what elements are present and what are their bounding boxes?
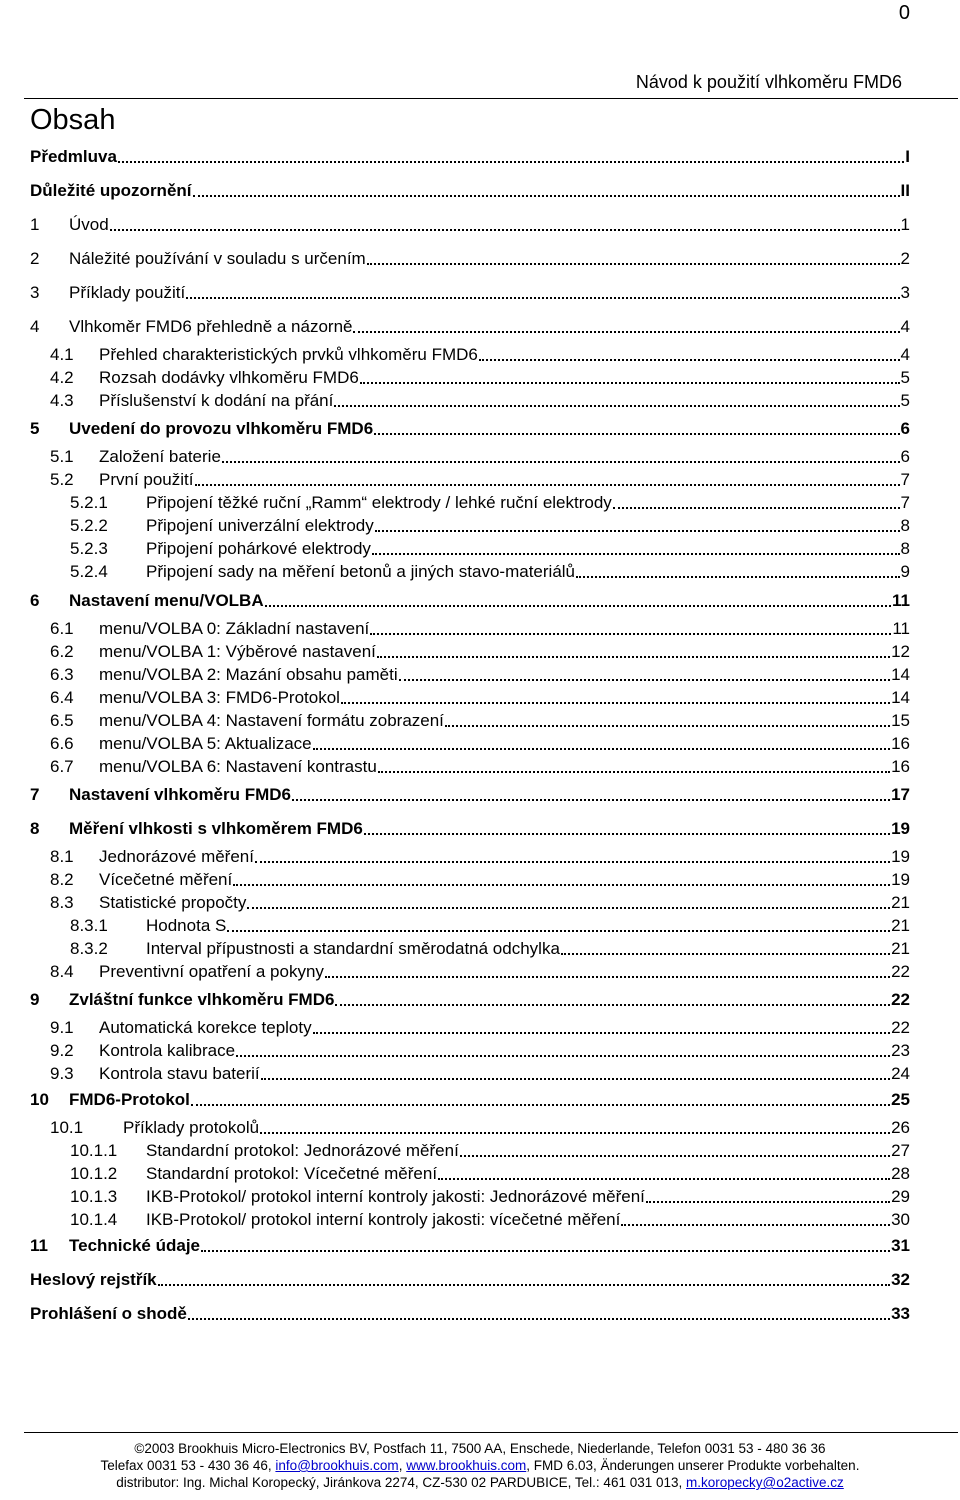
- toc-dot-leader: [445, 725, 890, 727]
- toc-entry-title: Interval přípustnosti a standardní směrodatná odchylka: [146, 939, 560, 958]
- toc-entry-page: 12: [891, 642, 910, 661]
- toc-entry-page: 21: [891, 939, 910, 958]
- toc-entry-page: 1: [900, 215, 910, 234]
- toc-entry-number: 8.2: [50, 870, 74, 889]
- toc-entry-number: 9.1: [50, 1018, 74, 1037]
- toc-entry[interactable]: [30, 755, 910, 777]
- toc-dot-leader: [335, 1004, 890, 1006]
- toc-entry-number: 4.1: [50, 345, 74, 364]
- toc-entry-page: 31: [891, 1236, 910, 1255]
- footer-distributor: [0, 1474, 960, 1491]
- toc-entry-title: Náležité používání v souladu s určením: [69, 249, 366, 268]
- toc-entry[interactable]: [30, 1116, 910, 1138]
- toc-entry-page: 22: [891, 1018, 910, 1037]
- toc-entry-title: Automatická korekce teploty: [99, 1018, 312, 1037]
- toc-entry-title: Standardní protokol: Jednorázové měření: [146, 1141, 459, 1160]
- toc-entry[interactable]: [30, 1016, 910, 1038]
- toc-entry-number: 7: [30, 785, 40, 804]
- toc-entry[interactable]: [30, 1139, 910, 1161]
- toc-dot-leader: [576, 576, 900, 578]
- toc-entry-title: Vlhkoměr FMD6 přehledně a názorně: [69, 317, 353, 336]
- toc-dot-leader: [621, 1224, 890, 1226]
- toc-dot-leader: [233, 884, 890, 886]
- toc-dot-leader: [255, 861, 890, 863]
- toc-entry-page: 8: [900, 539, 910, 558]
- toc-dot-leader: [222, 461, 900, 463]
- toc-entry[interactable]: [30, 914, 910, 936]
- toc-entry-page: 32: [891, 1270, 910, 1289]
- footer-website-link[interactable]: www.brookhuis.com: [406, 1458, 527, 1473]
- toc-entry[interactable]: [30, 1185, 910, 1207]
- toc-entry-number: 4.3: [50, 391, 74, 410]
- toc-entry-number: 9.3: [50, 1064, 74, 1083]
- toc-entry-page: 2: [900, 249, 910, 268]
- toc-entry-title: Důležité upozornění: [30, 181, 192, 200]
- toc-entry[interactable]: [30, 817, 910, 839]
- toc-entry-page: 4: [900, 345, 910, 364]
- toc-entry-page: 30: [891, 1210, 910, 1229]
- toc-entry-page: 17: [891, 785, 910, 804]
- toc-dot-leader: [201, 1250, 890, 1252]
- toc-entry-number: 6.7: [50, 757, 74, 776]
- toc-entry-number: 5.2.4: [70, 562, 108, 581]
- toc-entry-number: 6.2: [50, 642, 74, 661]
- toc-entry-number: 6.6: [50, 734, 74, 753]
- footer-email-link[interactable]: info@brookhuis.com: [275, 1458, 399, 1473]
- toc-entry-page: 11: [892, 591, 910, 610]
- toc-entry-page: 22: [891, 990, 910, 1009]
- toc-dot-leader: [399, 679, 890, 681]
- toc-dot-leader: [334, 405, 899, 407]
- toc-entry-title: Připojení univerzální elektrody: [146, 516, 374, 535]
- toc-dot-leader: [613, 507, 900, 509]
- toc-entry-title: Příslušenství k dodání na přání: [99, 391, 334, 410]
- toc-entry-title: Hodnota S: [146, 916, 227, 935]
- toc-entry-number: 10.1: [50, 1118, 84, 1137]
- toc-entry-title: Technické údaje: [69, 1236, 201, 1255]
- toc-entry-page: 21: [891, 916, 910, 935]
- toc-dot-leader: [191, 1104, 890, 1106]
- toc-entry-page: 24: [891, 1064, 910, 1083]
- toc-entry-page: 29: [891, 1187, 910, 1206]
- toc-entry-page: 26: [891, 1118, 910, 1137]
- toc-entry[interactable]: [30, 1302, 910, 1324]
- toc-entry-number: 10: [30, 1090, 49, 1109]
- toc-entry[interactable]: [30, 247, 910, 269]
- toc-entry-number: 10.1.1: [70, 1141, 118, 1160]
- toc-dot-leader: [186, 297, 899, 299]
- toc-entry-title: IKB-Protokol/ protokol interní kontroly jakosti: Jednorázové měření: [146, 1187, 645, 1206]
- toc-entry-page: 19: [891, 870, 910, 889]
- toc-entry-number: 11: [30, 1236, 48, 1255]
- toc-entry-number: 8.3.2: [70, 939, 108, 958]
- toc-entry-number: 6.3: [50, 665, 74, 684]
- footer-version: , FMD 6.03, Änderungen unserer Produkte vorbehalten.: [526, 1458, 860, 1473]
- toc-entry-page: 16: [891, 757, 910, 776]
- toc-entry-number: 5: [30, 419, 40, 438]
- toc-entry[interactable]: [30, 617, 910, 639]
- toc-entry[interactable]: [30, 891, 910, 913]
- toc-entry-title: Heslový rejstřík: [30, 1270, 157, 1289]
- toc-entry-number: 9: [30, 990, 40, 1009]
- toc-entry-page: 14: [891, 688, 910, 707]
- toc-entry-number: 8.3: [50, 893, 74, 912]
- footer-contact: [0, 1457, 960, 1474]
- toc-entry-number: 3: [30, 283, 40, 302]
- footer-distributor-email-link[interactable]: m.koropecky@o2active.cz: [686, 1475, 844, 1490]
- toc-entry-number: 5.1: [50, 447, 74, 466]
- toc-entry[interactable]: [30, 1162, 910, 1184]
- toc-entry-page: 8: [900, 516, 910, 535]
- toc-entry-title: Založení baterie: [99, 447, 221, 466]
- toc-entry-number: 4: [30, 317, 40, 336]
- toc-entry[interactable]: [30, 445, 910, 467]
- toc-entry[interactable]: [30, 783, 910, 805]
- toc-entry[interactable]: [30, 589, 910, 611]
- toc-entry-page: I: [905, 147, 910, 166]
- toc-dot-leader: [646, 1201, 890, 1203]
- toc-heading: Obsah: [30, 104, 116, 136]
- toc-entry[interactable]: [30, 343, 910, 365]
- toc-entry-page: 23: [891, 1041, 910, 1060]
- toc-entry[interactable]: [30, 389, 910, 411]
- toc-dot-leader: [261, 1078, 890, 1080]
- toc-entry-number: 6.4: [50, 688, 74, 707]
- toc-entry-page: 5: [900, 368, 910, 387]
- footer: [0, 1440, 960, 1491]
- toc-entry[interactable]: [30, 213, 910, 235]
- toc-entry[interactable]: [30, 868, 910, 890]
- toc-entry-title: První použití: [99, 470, 194, 489]
- toc-entry-page: 3: [900, 283, 910, 302]
- toc-entry-number: 5.2: [50, 470, 74, 489]
- toc-entry-title: FMD6-Protokol: [69, 1090, 190, 1109]
- toc-entry-number: 5.2.1: [70, 493, 108, 512]
- toc-entry[interactable]: [30, 640, 910, 662]
- footer-distributor-address: distributor: Ing. Michal Koropecký, Jiránkova 2274, CZ-530 02 PARDUBICE, Tel.: 461 031 013,: [116, 1475, 687, 1490]
- toc-entry-number: 10.1.2: [70, 1164, 118, 1183]
- toc-entry-title: Preventivní opatření a pokyny: [99, 962, 324, 981]
- toc-entry-title: Příklady použití: [69, 283, 186, 302]
- toc-dot-leader: [370, 633, 891, 635]
- toc-entry-title: Úvod: [69, 215, 109, 234]
- toc-entry[interactable]: [30, 709, 910, 731]
- toc-entry-title: IKB-Protokol/ protokol interní kontroly jakosti: vícečetné měření: [146, 1210, 621, 1229]
- toc-entry-number: 8: [30, 819, 40, 838]
- toc-entry-title: Nastavení vlhkoměru FMD6: [69, 785, 292, 804]
- toc-entry[interactable]: [30, 1208, 910, 1230]
- toc-entry[interactable]: [30, 366, 910, 388]
- toc-entry-title: menu/VOLBA 0: Základní nastavení: [99, 619, 370, 638]
- toc-entry[interactable]: [30, 686, 910, 708]
- toc-entry-title: menu/VOLBA 1: Výběrové nastavení: [99, 642, 376, 661]
- toc-dot-leader: [372, 553, 900, 555]
- toc-dot-leader: [360, 382, 900, 384]
- toc-dot-leader: [188, 1318, 890, 1320]
- footer-divider: [24, 1432, 958, 1433]
- toc-entry-page: 4: [900, 317, 910, 336]
- toc-entry[interactable]: [30, 1234, 910, 1256]
- toc-dot-leader: [438, 1178, 890, 1180]
- toc-entry-number: 6.1: [50, 619, 74, 638]
- toc-entry-title: Zvláštní funkce vlhkoměru FMD6: [69, 990, 335, 1009]
- toc-entry-number: 10.1.3: [70, 1187, 118, 1206]
- toc-entry-number: 10.1.4: [70, 1210, 118, 1229]
- toc-dot-leader: [378, 771, 890, 773]
- toc-entry-title: menu/VOLBA 2: Mazání obsahu paměti: [99, 665, 398, 684]
- toc-entry[interactable]: [30, 281, 910, 303]
- page-number: 0: [898, 2, 910, 24]
- header-divider: [24, 98, 958, 99]
- toc-entry-title: menu/VOLBA 4: Nastavení formátu zobrazení: [99, 711, 444, 730]
- toc-entry-title: Kontrola stavu baterií: [99, 1064, 260, 1083]
- toc-entry-title: Přehled charakteristických prvků vlhkoměru FMD6: [99, 345, 478, 364]
- toc-entry-title: Příklady protokolů: [123, 1118, 260, 1137]
- toc-entry-page: 9: [900, 562, 910, 581]
- toc-entry-page: 6: [900, 419, 910, 438]
- toc-entry-title: Kontrola kalibrace: [99, 1041, 236, 1060]
- toc-entry-number: 8.4: [50, 962, 74, 981]
- toc-dot-leader: [367, 263, 900, 265]
- toc-entry-title: Jednorázové měření: [99, 847, 254, 866]
- toc-entry-title: Uvedení do provozu vlhkoměru FMD6: [69, 419, 374, 438]
- toc-dot-leader: [375, 530, 900, 532]
- toc-entry-page: 28: [891, 1164, 910, 1183]
- toc-dot-leader: [313, 748, 890, 750]
- toc-entry[interactable]: [30, 537, 910, 559]
- toc-entry-page: 14: [891, 665, 910, 684]
- toc-entry-title: Předmluva: [30, 147, 117, 166]
- toc-entry-page: 19: [891, 819, 910, 838]
- toc-dot-leader: [110, 229, 900, 231]
- toc-entry-title: Připojení těžké ruční „Ramm“ elektrody / lehké ruční elektrody: [146, 493, 612, 512]
- toc-dot-leader: [460, 1155, 890, 1157]
- toc-entry-page: 15: [891, 711, 910, 730]
- toc-entry[interactable]: [30, 417, 910, 439]
- toc-entry[interactable]: [30, 937, 910, 959]
- toc-entry-number: 1: [30, 215, 40, 234]
- toc-dot-leader: [260, 1132, 890, 1134]
- toc-entry[interactable]: [30, 179, 910, 201]
- toc-entry-page: 6: [900, 447, 910, 466]
- toc-entry-page: 25: [891, 1090, 910, 1109]
- toc-dot-leader: [195, 484, 900, 486]
- toc-entry-title: Rozsah dodávky vlhkoměru FMD6: [99, 368, 359, 387]
- toc-dot-leader: [377, 656, 890, 658]
- toc-entry-page: 7: [900, 493, 910, 512]
- toc-dot-leader: [227, 930, 890, 932]
- toc-entry-title: Vícečetné měření: [99, 870, 233, 889]
- toc-entry-title: Měření vlhkosti s vlhkoměrem FMD6: [69, 819, 363, 838]
- toc-entry-page: 33: [891, 1304, 910, 1323]
- toc-dot-leader: [247, 907, 890, 909]
- toc-entry-title: menu/VOLBA 5: Aktualizace: [99, 734, 312, 753]
- toc-dot-leader: [341, 702, 890, 704]
- toc-entry-number: 6.5: [50, 711, 74, 730]
- toc-entry-number: 5.2.2: [70, 516, 108, 535]
- toc-entry-page: 19: [891, 847, 910, 866]
- footer-separator: ,: [398, 1458, 407, 1473]
- toc-entry-page: 7: [900, 470, 910, 489]
- toc-entry[interactable]: [30, 491, 910, 513]
- toc-entry-title: menu/VOLBA 6: Nastavení kontrastu: [99, 757, 377, 776]
- toc-entry[interactable]: [30, 1088, 910, 1110]
- toc-entry-page: 5: [900, 391, 910, 410]
- footer-copyright: ©2003 Brookhuis Micro-Electronics BV, Postfach 11, 7500 AA, Enschede, Niederlande, Telefon 0031 53 - 480 36 36: [134, 1441, 826, 1456]
- toc-entry-title: Prohlášení o shodě: [30, 1304, 187, 1323]
- toc-entry[interactable]: [30, 988, 910, 1010]
- toc-entry-number: 8.1: [50, 847, 74, 866]
- toc-dot-leader: [364, 833, 890, 835]
- toc-entry-number: 9.2: [50, 1041, 74, 1060]
- toc-dot-leader: [292, 799, 890, 801]
- toc-entry[interactable]: [30, 960, 910, 982]
- toc-entry[interactable]: [30, 663, 910, 685]
- toc-entry-number: 5.2.3: [70, 539, 108, 558]
- toc-entry-number: 4.2: [50, 368, 74, 387]
- toc-entry-title: Připojení pohárkové elektrody: [146, 539, 371, 558]
- toc-dot-leader: [158, 1284, 890, 1286]
- toc-dot-leader: [265, 605, 891, 607]
- toc-entry-number: 2: [30, 249, 40, 268]
- toc-dot-leader: [118, 161, 904, 163]
- toc-dot-leader: [325, 976, 890, 978]
- toc-entry-title: Nastavení menu/VOLBA: [69, 591, 264, 610]
- toc-entry-page: 16: [891, 734, 910, 753]
- toc-entry-title: Připojení sady na měření betonů a jiných stavo-materiálů: [146, 562, 576, 581]
- toc-dot-leader: [374, 433, 899, 435]
- toc-entry[interactable]: [30, 560, 910, 582]
- toc-entry-page: 21: [891, 893, 910, 912]
- toc-entry-title: menu/VOLBA 3: FMD6-Protokol: [99, 688, 340, 707]
- toc-entry[interactable]: [30, 514, 910, 536]
- toc-dot-leader: [479, 359, 900, 361]
- footer-fax: Telefax 0031 53 - 430 36 46,: [100, 1458, 276, 1473]
- toc-entry[interactable]: [30, 732, 910, 754]
- toc-entry-page: 11: [892, 619, 910, 638]
- toc-dot-leader: [193, 195, 900, 197]
- toc-dot-leader: [313, 1032, 890, 1034]
- toc-entry-number: 8.3.1: [70, 916, 108, 935]
- toc-entry[interactable]: [30, 1268, 910, 1290]
- toc-entry-title: Statistické propočty: [99, 893, 247, 912]
- toc-dot-leader: [353, 331, 899, 333]
- toc-entry-page: 22: [891, 962, 910, 981]
- toc-entry-page: II: [900, 181, 910, 200]
- toc-entry[interactable]: [30, 845, 910, 867]
- toc-entry[interactable]: [30, 468, 910, 490]
- toc-entry-number: 6: [30, 591, 40, 610]
- toc-entry[interactable]: [30, 145, 910, 167]
- toc-entry[interactable]: [30, 315, 910, 337]
- toc-dot-leader: [236, 1055, 890, 1057]
- toc-entry[interactable]: [30, 1039, 910, 1061]
- toc-entry[interactable]: [30, 1062, 910, 1084]
- toc-dot-leader: [561, 953, 890, 955]
- header-title: Návod k použití vlhkoměru FMD6: [635, 72, 902, 92]
- toc-entry-page: 27: [891, 1141, 910, 1160]
- toc-entry-title: Standardní protokol: Vícečetné měření: [146, 1164, 438, 1183]
